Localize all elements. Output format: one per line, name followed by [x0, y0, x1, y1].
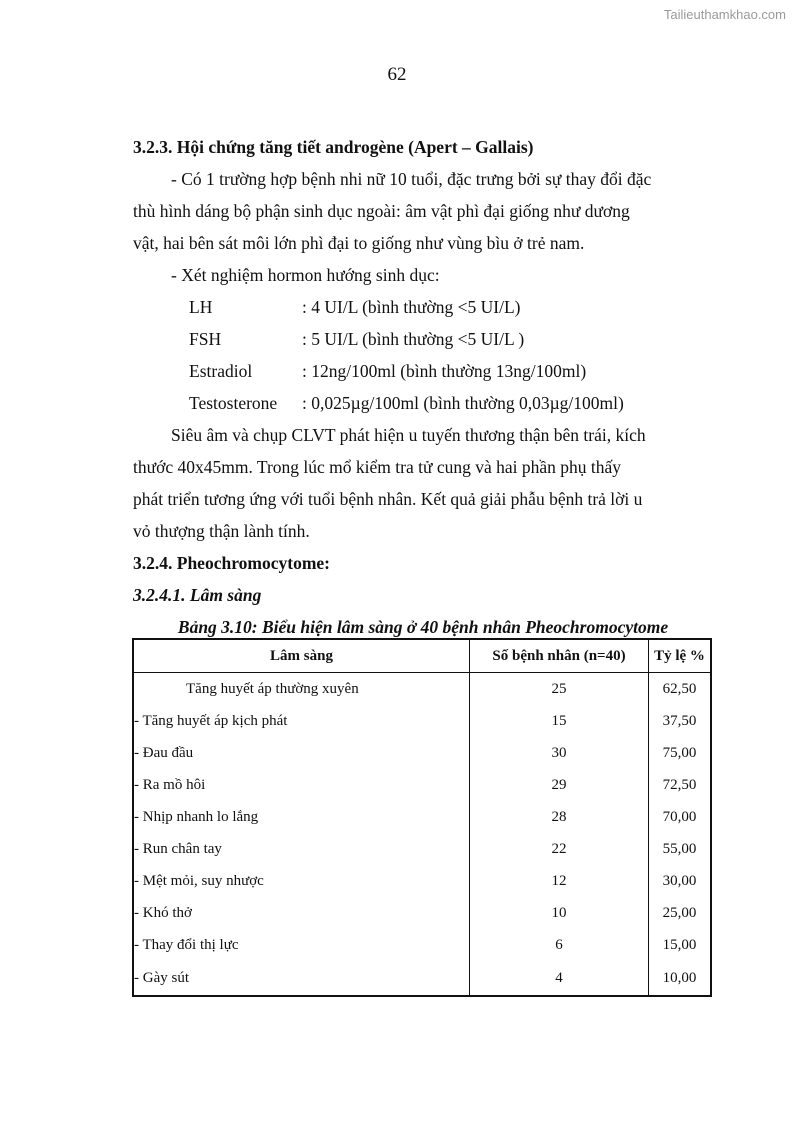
percent-cell: 15,00: [649, 929, 712, 961]
text-line: thước 40x45mm. Trong lúc mổ kiểm tra tử cung và hai phần phụ thấy: [133, 457, 622, 477]
percent-cell: 30,00: [649, 865, 712, 897]
page-number: 62: [387, 64, 407, 85]
table-row: [133, 705, 711, 737]
table-row: [133, 769, 711, 801]
section-heading-3-2-3: 3.2.3. Hội chứng tăng tiết androgène (Apert – Gallais): [133, 137, 534, 157]
count-cell: 12: [470, 865, 649, 897]
table-row: [133, 865, 711, 897]
table-row: [133, 961, 711, 996]
case-description: [133, 163, 713, 259]
text-line: vật, hai bên sát môi lớn phì đại to giống như vùng bìu ở trẻ nam.: [133, 233, 585, 253]
table-row: [133, 673, 711, 706]
lab-test-name: Testosterone: [189, 393, 278, 413]
table-header-row: [133, 639, 711, 673]
lab-test-name: LH: [189, 297, 213, 317]
column-header: Tỷ lệ %: [649, 639, 712, 673]
section-heading-3-2-4: 3.2.4. Pheochromocytome:: [133, 553, 330, 573]
sign-cell: - Tăng huyết áp kịch phát: [134, 712, 288, 729]
column-header: Lâm sàng: [133, 639, 470, 673]
table-row: [133, 737, 711, 769]
text-line: Siêu âm và chụp CLVT phát hiện u tuyến thương thận bên trái, kích: [171, 425, 646, 445]
lab-test-name: Estradiol: [189, 361, 253, 381]
percent-cell: 10,00: [649, 961, 712, 996]
column-header: Số bệnh nhân (n=40): [470, 639, 649, 673]
lab-result-row: [133, 355, 713, 387]
sign-cell: - Gày sút: [134, 969, 189, 986]
test-intro: - Xét nghiệm hormon hướng sinh dục:: [171, 265, 440, 285]
percent-cell: 37,50: [649, 705, 712, 737]
count-cell: 25: [470, 673, 649, 706]
watermark: Tailieuthamkhao.com: [663, 7, 786, 22]
sign-cell: - Ra mồ hôi: [134, 776, 206, 793]
clinical-signs-table: [132, 638, 712, 997]
sign-cell: Tăng huyết áp thường xuyên: [186, 680, 359, 697]
table-row: [133, 897, 711, 929]
text-line: phát triển tương ứng với tuổi bệnh nhân. Kết quả giải phẫu bệnh trả lời u: [133, 489, 643, 509]
percent-cell: 75,00: [649, 737, 712, 769]
count-cell: 15: [470, 705, 649, 737]
lab-test-value: : 5 UI/L (bình thường <5 UI/L ): [302, 329, 525, 349]
lab-test-value: : 0,025µg/100ml (bình thường 0,03µg/100ml): [302, 393, 624, 413]
sign-cell: - Khó thở: [134, 904, 192, 921]
sign-cell: - Run chân tay: [134, 840, 222, 857]
percent-cell: 62,50: [649, 673, 712, 706]
count-cell: 30: [470, 737, 649, 769]
count-cell: 22: [470, 833, 649, 865]
sign-cell: - Mệt mỏi, suy nhược: [134, 872, 264, 889]
lab-test-name: FSH: [189, 329, 222, 349]
sign-cell: - Nhịp nhanh lo lắng: [134, 808, 259, 825]
table-caption: Bảng 3.10: Biểu hiện lâm sàng ở 40 bệnh nhân Pheochromocytome: [177, 617, 669, 637]
table-row: [133, 801, 711, 833]
lab-result-row: [133, 291, 713, 323]
imaging-findings: [133, 419, 713, 547]
percent-cell: 25,00: [649, 897, 712, 929]
text-line: - Có 1 trường hợp bệnh nhi nữ 10 tuổi, đặc trưng bởi sự thay đổi đặc: [171, 169, 652, 189]
percent-cell: 55,00: [649, 833, 712, 865]
text-line: thù hình dáng bộ phận sinh dục ngoài: âm vật phì đại giống như dương: [133, 201, 630, 221]
table-row: [133, 833, 711, 865]
percent-cell: 72,50: [649, 769, 712, 801]
table-row: [133, 929, 711, 961]
lab-result-row: [133, 387, 713, 419]
sign-cell: - Đau đầu: [134, 744, 194, 761]
count-cell: 6: [470, 929, 649, 961]
sign-cell: - Thay đổi thị lực: [134, 936, 239, 953]
lab-test-value: : 12ng/100ml (bình thường 13ng/100ml): [302, 361, 587, 381]
percent-cell: 70,00: [649, 801, 712, 833]
text-line: vỏ thượng thận lành tính.: [133, 521, 310, 541]
lab-result-row: [133, 323, 713, 355]
subsection-heading: 3.2.4.1. Lâm sàng: [133, 585, 262, 605]
lab-test-value: : 4 UI/L (bình thường <5 UI/L): [302, 297, 521, 317]
document-body: [133, 131, 713, 643]
count-cell: 4: [470, 961, 649, 996]
count-cell: 29: [470, 769, 649, 801]
count-cell: 10: [470, 897, 649, 929]
count-cell: 28: [470, 801, 649, 833]
